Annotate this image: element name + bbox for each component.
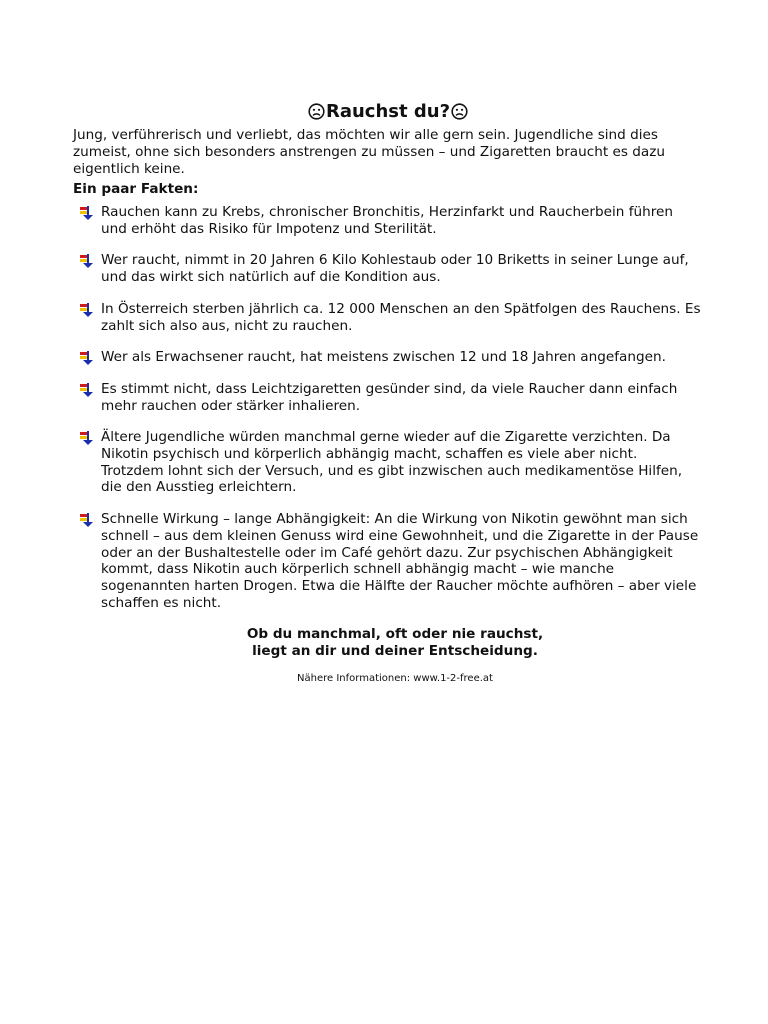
- sad-face-icon: [308, 103, 325, 120]
- facts-heading: Ein paar Fakten:: [73, 181, 199, 197]
- arrow-down-bullet-icon: [79, 430, 95, 446]
- list-item: [73, 429, 703, 496]
- facts-list: [73, 204, 703, 611]
- arrow-down-bullet-icon: [79, 205, 95, 221]
- arrow-down-bullet-icon: [79, 382, 95, 398]
- closing-line-1: Ob du manchmal, oft oder nie rauchst,: [246, 626, 544, 643]
- sad-face-icon: [451, 103, 468, 120]
- arrow-down-bullet-icon: [79, 302, 95, 318]
- list-item: [73, 349, 703, 366]
- fact-text: Wer raucht, nimmt in 20 Jahren 6 Kilo Kohlestaub oder 10 Briketts in seiner Lunge auf, und das wirkt sich natürlich auf die Kondition aus.: [101, 252, 689, 286]
- list-item: [73, 252, 703, 285]
- fact-text: In Österreich sterben jährlich ca. 12 000 Menschen an den Spätfolgen des Rauchens. Es zahlt sich also aus, nicht zu rauchen.: [101, 300, 701, 334]
- title-text: Rauchst du?: [325, 100, 451, 122]
- list-item: [73, 204, 703, 237]
- page-title: [73, 98, 703, 124]
- fact-text: Ältere Jugendliche würden manchmal gerne wieder auf die Zigarette verzichten. Da Nikotin psychisch und körperlich abhängig macht, schaffen es viele aber nicht. Trotzdem lohnt sich der Versuch, und es gibt inzwischen auch medikamentöse Hilfen, die den Ausstieg erleichtern.: [101, 429, 683, 496]
- fact-text: Schnelle Wirkung – lange Abhängigkeit: An die Wirkung von Nikotin gewöhnt man sich schnell – aus dem kleinen Genuss wird eine Gewohnheit, und die Zigarette in der Pause oder an der Bushaltestelle oder im Café gehört dazu. Zur psychischen Abhängigkeit kommt, dass Nikotin auch körperlich schnell abhängig macht – wie manche sogenannten harten Drogen. Etwa die Hälfte der Raucher möchte aufhören – aber viele schaffen es nicht.: [101, 511, 699, 611]
- fact-text: Wer als Erwachsener raucht, hat meistens zwischen 12 und 18 Jahren angefangen.: [101, 349, 666, 366]
- fact-text: Rauchen kann zu Krebs, chronischer Bronchitis, Herzinfarkt und Raucherbein führen und erhöht das Risiko für Impotenz und Sterilität.: [101, 204, 674, 237]
- document-page: [73, 98, 703, 684]
- list-item: [73, 511, 703, 611]
- fact-text: Es stimmt nicht, dass Leichtzigaretten gesünder sind, da viele Raucher dann einfach mehr rauchen oder stärker inhalieren.: [101, 380, 678, 414]
- closing-line-2: liegt an dir und deiner Entscheidung.: [252, 643, 538, 660]
- list-item: [73, 381, 703, 414]
- closing-statement: [73, 626, 703, 660]
- arrow-down-bullet-icon: [79, 253, 95, 269]
- intro-paragraph: Jung, verführerisch und verliebt, das möchten wir alle gern sein. Jugendliche sind dies zumeist, ohne sich besonders anstrengen zu müssen – und Zigaretten braucht es dazu eigentlich keine.: [73, 127, 665, 177]
- arrow-down-bullet-icon: [79, 350, 95, 366]
- info-footer: Nähere Informationen: www.1-2-free.at: [297, 673, 493, 685]
- arrow-down-bullet-icon: [79, 512, 95, 528]
- list-item: [73, 301, 703, 334]
